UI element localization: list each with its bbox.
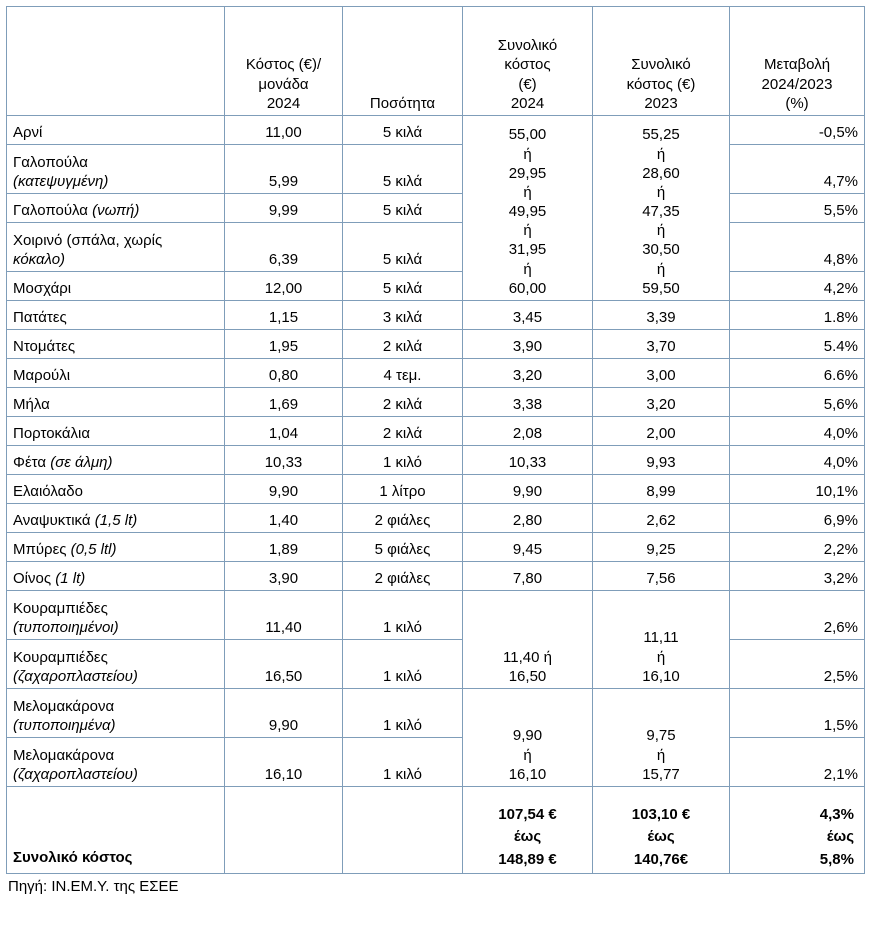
group-2023-v1: 55,25	[642, 126, 680, 144]
table-footer	[7, 787, 865, 874]
row-total-2024: 3,38	[463, 388, 593, 417]
row-total-2024: 3,20	[463, 359, 593, 388]
row-item-name	[7, 738, 225, 787]
row-item-name	[7, 330, 225, 359]
row-quantity: 4 τεμ.	[343, 359, 463, 388]
row-unit-cost: 11,00	[225, 116, 343, 145]
group-m-2023-v2: 15,77	[642, 765, 680, 783]
header-unit-cost-line2: μονάδα	[258, 75, 309, 93]
group-m-2024-v2: 16,10	[508, 765, 547, 783]
row-total-2023: 8,99	[593, 475, 730, 504]
group-m-2023-sep: ή	[656, 746, 666, 764]
item-sublabel: (τυποποιημένοι)	[13, 618, 119, 636]
group-2023-sep1: ή	[656, 145, 666, 163]
row-quantity: 2 κιλά	[343, 388, 463, 417]
row-quantity: 1 κιλό	[343, 591, 463, 640]
group-total-2024-meat	[463, 116, 593, 301]
row-change: 6.6%	[730, 359, 865, 388]
item-label: Κουραμπιέδες	[13, 648, 108, 666]
row-unit-cost: 5,99	[225, 145, 343, 194]
row-unit-cost: 9,90	[225, 689, 343, 738]
row-quantity: 2 φιάλες	[343, 562, 463, 591]
item-label: Πατάτες	[13, 308, 67, 326]
row-total-2023: 3,70	[593, 330, 730, 359]
row-item-name	[7, 388, 225, 417]
item-label: Γαλοπούλα	[13, 201, 93, 219]
summary-change-min: 4,3%	[819, 805, 854, 823]
price-comparison-table	[6, 6, 865, 874]
item-label: Φέτα	[13, 453, 51, 471]
header-unit-cost-line1: Κόστος (€)/	[245, 56, 322, 74]
item-label: Κουραμπιέδες	[13, 599, 108, 617]
row-total-2024: 7,80	[463, 562, 593, 591]
header-total-2023-line1: Συνολικό	[631, 56, 691, 74]
row-item-name	[7, 533, 225, 562]
row-change: 4,0%	[730, 417, 865, 446]
summary-2023-sep: έως	[647, 828, 675, 845]
source-note: Πηγή: ΙΝ.ΕΜ.Υ. της ΕΣΕΕ	[8, 878, 179, 895]
row-change: 4,2%	[730, 272, 865, 301]
row-item-name	[7, 272, 225, 301]
summary-label: Συνολικό κόστος	[7, 787, 225, 874]
header-total-2024-line3: (€)	[518, 75, 537, 93]
table-row	[7, 223, 865, 272]
summary-row	[7, 787, 865, 874]
item-label: Μήλα	[13, 395, 50, 413]
row-item-name	[7, 446, 225, 475]
table-row	[7, 301, 865, 330]
row-quantity: 1 κιλό	[343, 689, 463, 738]
item-label: Χοιρινό (σπάλα, χωρίς	[13, 231, 163, 249]
row-unit-cost: 9,99	[225, 194, 343, 223]
item-label: Μπύρες	[13, 540, 71, 558]
item-sublabel: (ζαχαροπλαστείου)	[13, 765, 138, 783]
row-item-name	[7, 417, 225, 446]
row-total-2023: 3,39	[593, 301, 730, 330]
table-row	[7, 145, 865, 194]
row-change: 5.4%	[730, 330, 865, 359]
item-label-italic: (1 lt)	[55, 569, 86, 587]
row-quantity: 2 φιάλες	[343, 504, 463, 533]
row-total-2024: 9,90	[463, 475, 593, 504]
item-sublabel: κόκαλο)	[13, 250, 66, 268]
group-m-2024-sep: ή	[523, 746, 532, 764]
header-total-2023-line2: κόστος (€)	[626, 75, 696, 93]
header-change-line2: 2024/2023	[761, 75, 833, 93]
row-change: -0,5%	[730, 116, 865, 145]
header-total-2023-line3: 2023	[644, 94, 678, 112]
item-label: Αναψυκτικά	[13, 511, 95, 529]
row-total-2024: 9,45	[463, 533, 593, 562]
table-header	[7, 7, 865, 116]
row-unit-cost: 16,50	[225, 640, 343, 689]
row-unit-cost: 1,69	[225, 388, 343, 417]
item-label-italic: (0,5 ltl)	[70, 540, 117, 558]
row-item-name	[7, 359, 225, 388]
item-label: Αρνί	[13, 123, 43, 141]
row-item-name	[7, 194, 225, 223]
item-sublabel: (κατεψυγμένη)	[13, 172, 109, 190]
summary-change	[730, 787, 865, 874]
group-2023-v3: 47,35	[642, 203, 680, 221]
header-total-2024	[463, 7, 593, 116]
group-total-2023-meat	[593, 116, 730, 301]
row-item-name	[7, 562, 225, 591]
table-row	[7, 504, 865, 533]
row-quantity: 5 κιλά	[343, 194, 463, 223]
row-quantity: 3 κιλά	[343, 301, 463, 330]
row-total-2023: 7,56	[593, 562, 730, 591]
group-total-2024-kourampiedes	[463, 591, 593, 689]
header-total-2024-line4: 2024	[510, 94, 545, 112]
row-quantity: 5 φιάλες	[343, 533, 463, 562]
summary-2024-sep: έως	[513, 828, 542, 845]
row-quantity: 5 κιλά	[343, 272, 463, 301]
row-change: 4,8%	[730, 223, 865, 272]
table-row	[7, 640, 865, 689]
header-quantity-line1: Ποσότητα	[369, 94, 436, 112]
row-unit-cost: 10,33	[225, 446, 343, 475]
summary-2024-max: 148,89 €	[498, 850, 557, 868]
summary-total-2023	[593, 787, 730, 874]
summary-change-sep: έως	[826, 828, 854, 845]
group-2023-sep4: ή	[656, 260, 666, 278]
row-unit-cost: 16,10	[225, 738, 343, 787]
group-k-2024-v1: 11,40 ή	[503, 648, 552, 666]
header-unit-cost-line3: 2024	[266, 94, 301, 112]
row-item-name	[7, 475, 225, 504]
table-row	[7, 417, 865, 446]
row-quantity: 2 κιλά	[343, 417, 463, 446]
row-total-2024: 3,90	[463, 330, 593, 359]
row-change: 2,1%	[730, 738, 865, 787]
group-2024-v4: 31,95	[508, 241, 547, 259]
table-row	[7, 330, 865, 359]
header-total-2024-line1: Συνολικό	[497, 37, 558, 55]
row-unit-cost: 1,40	[225, 504, 343, 533]
group-k-2023-sep: ή	[656, 648, 666, 666]
row-change: 2,6%	[730, 591, 865, 640]
group-2023-sep3: ή	[656, 222, 666, 240]
row-quantity: 5 κιλά	[343, 223, 463, 272]
row-total-2023: 9,25	[593, 533, 730, 562]
table-row	[7, 533, 865, 562]
table-row	[7, 689, 865, 738]
group-2024-v2: 29,95	[508, 164, 547, 182]
item-label: Ντομάτες	[13, 337, 76, 355]
table-body	[7, 116, 865, 787]
summary-2023-min: 103,10 €	[631, 805, 691, 823]
row-quantity: 1 κιλό	[343, 738, 463, 787]
group-total-2023-kourampiedes	[593, 591, 730, 689]
header-item	[7, 7, 225, 116]
summary-2024-min: 107,54 €	[498, 805, 557, 823]
item-label: Πορτοκάλια	[13, 424, 91, 442]
summary-unit-cost-empty	[225, 787, 343, 874]
group-2023-sep2: ή	[656, 183, 666, 201]
row-unit-cost: 1,04	[225, 417, 343, 446]
group-2023-v4: 30,50	[642, 241, 680, 259]
table-row	[7, 272, 865, 301]
row-total-2023: 2,62	[593, 504, 730, 533]
group-2024-v1: 55,00	[508, 126, 547, 144]
row-quantity: 1 κιλό	[343, 640, 463, 689]
row-item-name	[7, 591, 225, 640]
summary-total-2024	[463, 787, 593, 874]
row-quantity: 5 κιλά	[343, 145, 463, 194]
item-label-italic: (νωπή)	[92, 201, 140, 219]
row-total-2024: 2,08	[463, 417, 593, 446]
summary-change-max: 5,8%	[819, 850, 854, 868]
row-item-name	[7, 223, 225, 272]
row-quantity: 1 λίτρο	[343, 475, 463, 504]
header-total-2024-line2: κόστος	[504, 56, 551, 74]
group-2023-v2: 28,60	[642, 164, 680, 182]
row-change: 1,5%	[730, 689, 865, 738]
item-label: Μαρούλι	[13, 366, 71, 384]
row-change: 2,2%	[730, 533, 865, 562]
row-change: 4,0%	[730, 446, 865, 475]
table-row	[7, 475, 865, 504]
group-2024-v3: 49,95	[508, 203, 547, 221]
row-change: 10,1%	[730, 475, 865, 504]
row-total-2023: 2,00	[593, 417, 730, 446]
group-k-2023-v1: 11,11	[643, 629, 679, 647]
row-item-name	[7, 504, 225, 533]
item-label: Μελομακάρονα	[13, 746, 115, 764]
table-row	[7, 591, 865, 640]
header-unit-cost	[225, 7, 343, 116]
item-label: Γαλοπούλα	[13, 153, 88, 171]
group-total-2024-melomakarona	[463, 689, 593, 787]
summary-quantity-empty	[343, 787, 463, 874]
header-change	[730, 7, 865, 116]
row-change: 4,7%	[730, 145, 865, 194]
row-change: 5,5%	[730, 194, 865, 223]
group-2024-sep4: ή	[523, 260, 532, 278]
row-item-name	[7, 116, 225, 145]
row-item-name	[7, 640, 225, 689]
header-change-line3: (%)	[785, 94, 809, 112]
group-2024-sep2: ή	[523, 183, 532, 201]
item-sublabel: (ζαχαροπλαστείου)	[13, 667, 138, 685]
row-total-2023: 3,00	[593, 359, 730, 388]
row-quantity: 2 κιλά	[343, 330, 463, 359]
table-row	[7, 359, 865, 388]
row-unit-cost: 1,95	[225, 330, 343, 359]
group-2024-sep3: ή	[523, 222, 532, 240]
row-unit-cost: 6,39	[225, 223, 343, 272]
group-k-2023-v2: 16,10	[642, 667, 680, 685]
row-total-2024: 2,80	[463, 504, 593, 533]
row-unit-cost: 0,80	[225, 359, 343, 388]
group-m-2023-v1: 9,75	[646, 727, 676, 745]
header-change-line1: Μεταβολή	[763, 56, 831, 74]
row-change: 2,5%	[730, 640, 865, 689]
summary-2023-max: 140,76€	[633, 850, 689, 868]
group-2023-v5: 59,50	[642, 279, 680, 297]
row-quantity: 1 κιλό	[343, 446, 463, 475]
group-2024-v5: 60,00	[508, 279, 547, 297]
row-unit-cost: 9,90	[225, 475, 343, 504]
row-unit-cost: 3,90	[225, 562, 343, 591]
row-quantity: 5 κιλά	[343, 116, 463, 145]
row-change: 3,2%	[730, 562, 865, 591]
item-label: Οίνος	[13, 569, 56, 587]
row-item-name	[7, 689, 225, 738]
table-row	[7, 562, 865, 591]
row-change: 1.8%	[730, 301, 865, 330]
item-sublabel: (τυποποιημένα)	[13, 716, 116, 734]
table-row	[7, 738, 865, 787]
row-total-2024: 10,33	[463, 446, 593, 475]
item-label-italic: (σε άλμη)	[50, 453, 113, 471]
group-k-2024-v2: 16,50	[508, 667, 547, 685]
group-total-2023-melomakarona	[593, 689, 730, 787]
row-unit-cost: 1,89	[225, 533, 343, 562]
row-item-name	[7, 301, 225, 330]
header-quantity	[343, 7, 463, 116]
table-row	[7, 388, 865, 417]
row-change: 6,9%	[730, 504, 865, 533]
item-label: Μοσχάρι	[13, 279, 72, 297]
table-row	[7, 116, 865, 145]
table-row	[7, 446, 865, 475]
group-m-2024-v1: 9,90	[512, 727, 543, 745]
row-unit-cost: 12,00	[225, 272, 343, 301]
row-item-name	[7, 145, 225, 194]
table-row	[7, 194, 865, 223]
item-label: Ελαιόλαδο	[13, 482, 83, 500]
group-2024-sep1: ή	[523, 145, 532, 163]
row-unit-cost: 1,15	[225, 301, 343, 330]
row-total-2023: 3,20	[593, 388, 730, 417]
row-unit-cost: 11,40	[225, 591, 343, 640]
header-total-2023	[593, 7, 730, 116]
item-label-italic: (1,5 lt)	[94, 511, 138, 529]
row-total-2023: 9,93	[593, 446, 730, 475]
row-total-2024: 3,45	[463, 301, 593, 330]
row-change: 5,6%	[730, 388, 865, 417]
item-label: Μελομακάρονα	[13, 697, 115, 715]
